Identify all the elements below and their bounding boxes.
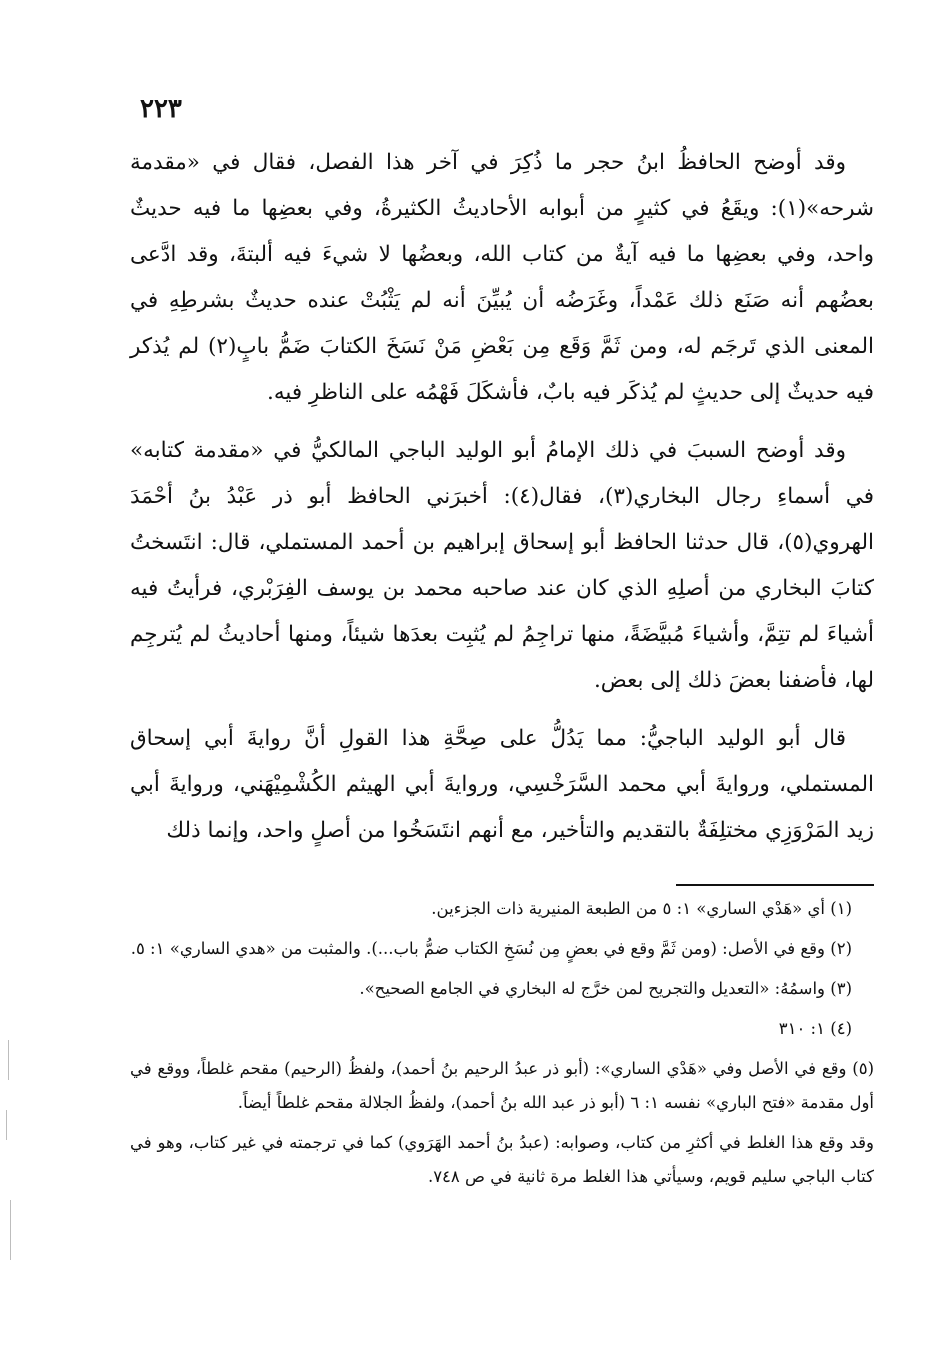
footnotes — [130, 892, 874, 1200]
paragraph: وقد أوضح السببَ في ذلك الإمامُ أبو الوليد الباجي المالكيُّ في «مقدمة كتابه» في أسماءِ رجال البخاري(٣)، فقال(٤): أخبرَني الحافظ أبو ذر عَبْدُ بنُ أحْمَدَ الهروي(٥)، قال حدثنا الحافظ أبو إسحاق إبراهيم بن أحمد المستملي، قال: انتَسختُ كتابَ البخاري من أصلِهِ الذي كان عند صاحبه محمد بن يوسف الفِرَبْري، فرأيتُ فيه أشياءَ لم تتِمَّ، وأشياءَ مُبيَّضَةً، منها تراجِمُ لم يُثبِت بعدَها شيئاً، ومنها أحاديثُ لم يُترجِم لها، فأضفنا بعضَ ذلك إلى بعض. — [130, 438, 874, 693]
footnote: (٥) وقع في الأصل وفي «هَدْي الساري»: (أبو ذر عبدُ الرحيم بنُ أحمد)، ولفظُ (الرحيم) مقحم غلطاً، ووقع في أول مقدمة «فتح الباري» نفسه ١: ٦ (أبو ذر عبد الله بنُ أحمد)، ولفظُ الجلالة مقحم غلطاً أيضاً. — [130, 1059, 874, 1112]
paragraph: قال أبو الوليد الباجيُّ: مما يَدُلُّ على صِحَّةِ هذا القولِ أنَّ روايةَ أبي إسحاق المستملي، وروايةَ أبي محمد السَّرَخْسِي، وروايةَ أبي الهيثم الكُشْمِيْهَني، وروايةَ أبي زيد المَرْوَزِي مختلِفَةٌ بالتقديم والتأخير، مع أنهم انتَسَخُوا من أصلٍ واحد، وإنما ذلك — [130, 726, 874, 843]
scan-margin-mark — [10, 1200, 11, 1260]
page-number: ٢٢٣ — [140, 94, 182, 124]
footnote: (٤) ١: ٣١٠ — [778, 1019, 852, 1038]
footnote: (٢) وقع في الأصل: (ومن ثَمَّ وقع في بعضٍ مِن نُسَخِ الكتاب ضمُّ باب...). والمثبت من «هدي الساري» ١: ٥. — [130, 939, 852, 958]
footnote-separator — [676, 884, 874, 886]
footnote: (٣) واسمُهُ: «التعديل والتجريح لمن خرَّج له البخاري في الجامع الصحيح». — [359, 979, 852, 998]
scan-margin-mark — [6, 1110, 7, 1140]
footnote-continuation: وقد وقع هذا الغلط في أكثرِ من كتاب، وصوابه: (عبدُ بنُ أحمد الهَرَوي) كما في ترجمته في غير كتاب، وهو في كتاب الباجي سليم قويم، وسيأتي هذا الغلط مرة ثانية في ص ٧٤٨. — [130, 1133, 874, 1186]
paragraph: وقد أوضح الحافظُ ابنُ حجر ما ذُكِرَ في آخر هذا الفصل، فقال في «مقدمة شرحه»(١): ويقَعُ في كثيرٍ من أبوابه الأحاديثُ الكثيرةُ، وفي بعضِها ما فيه حديثٌ واحد، وفي بعضِها ما فيه آيةٌ من كتاب الله، وبعضُها لا شيءَ فيه ألبتةَ، وقد ادَّعى بعضُهم أنه صَنَع ذلك عَمْداً، وغَرَضُه أن يُبيِّنَ أنه لم يَثْبُتْ عنده حديثٌ بشرطِهِ في المعنى الذي تَرجَم له، ومن ثَمَّ وَقَع مِن بَعْضِ مَنْ نَسَخَ الكتابَ ضَمُّ بابٍ(٢) لم يُذكر فيه حديثٌ إلى حديثٍ لم يُذكَر فيه بابٌ، فأشكَلَ فَهْمُه على الناظرِ فيه. — [130, 150, 874, 405]
main-text — [130, 140, 874, 866]
footnote: (١) أي «هَدْي الساري» ١: ٥ من الطبعة المنيرية ذات الجزءين. — [431, 899, 852, 918]
scan-margin-mark — [8, 1040, 9, 1080]
